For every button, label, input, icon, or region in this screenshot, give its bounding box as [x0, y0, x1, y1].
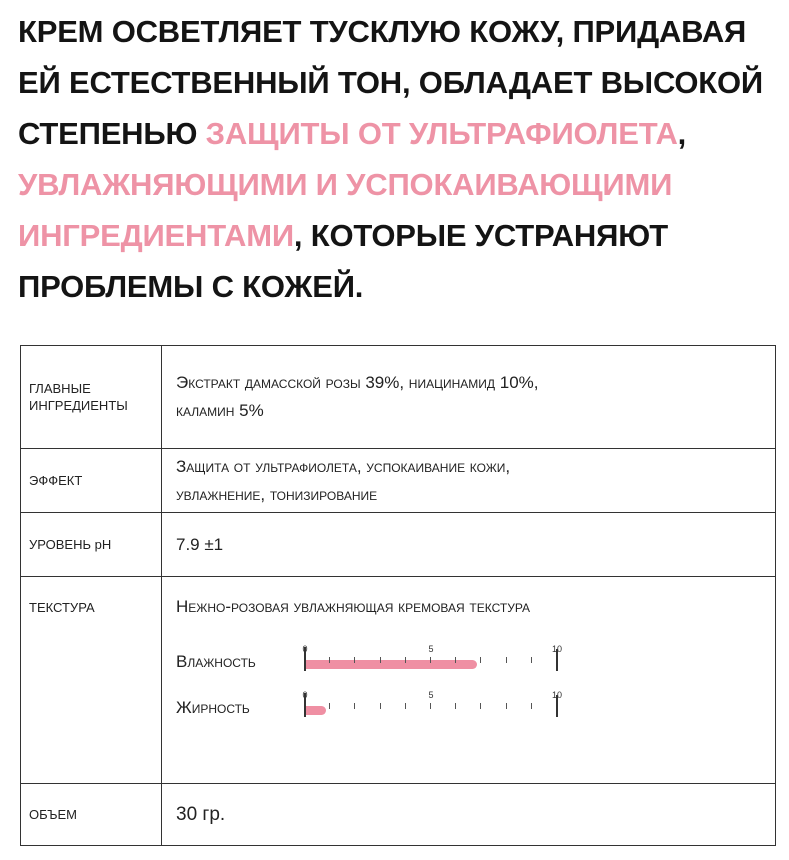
ingredients-label-line1: ГЛАВНЫЕ	[29, 381, 91, 396]
scale-tick-label: 5	[428, 644, 434, 654]
scale-tick-label: 0	[302, 690, 308, 700]
headline-text-2: ,	[677, 116, 687, 151]
spec-table	[20, 345, 776, 846]
scale-tick	[480, 657, 481, 663]
table-row-volume	[21, 784, 776, 846]
table-row-ingredients	[21, 346, 776, 449]
rating-scale	[302, 635, 563, 673]
scale-fill	[305, 706, 326, 715]
scale-tick	[354, 703, 355, 709]
headline-text-3: , КОТОРЫЕ УСТРАНЯЮТ ПРОБЛЕМЫ С КОЖЕЙ.	[18, 218, 668, 304]
scale-tick	[329, 703, 330, 709]
table-row-texture	[21, 577, 776, 784]
volume-label: ОБЪЕМ	[21, 784, 162, 846]
scale-tick	[405, 657, 406, 663]
scale-tick	[455, 703, 456, 709]
scale-tick-label: 10	[551, 644, 563, 654]
scale-tick-label: 10	[551, 690, 563, 700]
headline	[18, 6, 778, 312]
effect-value-line1: Защита от ультрафиолета, успокаивание кожи,	[176, 456, 511, 476]
scale-tick	[405, 703, 406, 709]
headline-highlight-uv: ЗАЩИТЫ ОТ УЛЬТРАФИОЛЕТА	[205, 116, 678, 151]
scale-tick	[380, 657, 381, 663]
texture-value-cell	[162, 577, 776, 784]
texture-scales	[176, 635, 775, 719]
scale-tick	[506, 703, 507, 709]
ingredients-value-line1: Экстракт дамасской розы 39%, ниацинамид 10%,	[176, 373, 539, 392]
scale-tick	[480, 703, 481, 709]
scale-tick-label: 0	[302, 644, 308, 654]
scale-tick	[380, 703, 381, 709]
headline-text-1: КРЕМ ОСВЕТЛЯЕТ ТУСКЛУЮ КОЖУ, ПРИДАВАЯ ЕЙ ЕСТЕСТВЕННЫЙ ТОН, ОБЛАДАЕТ ВЫСОКОЙ СТЕПЕНЬЮ	[18, 14, 763, 151]
scale-tick	[531, 657, 532, 663]
effect-value	[162, 449, 776, 513]
scale-fill	[305, 660, 477, 669]
effect-value-line2: увлажнение, тонизирование	[176, 484, 378, 504]
scale-name: Жирность	[176, 698, 250, 717]
texture-value: Нежно-розовая увлажняющая кремовая текстура	[176, 597, 531, 616]
ingredients-value-line2: каламин 5%	[176, 401, 264, 420]
scale-tick	[531, 703, 532, 709]
scale-name: Влажность	[176, 652, 256, 671]
ingredients-label	[21, 346, 162, 449]
ingredients-label-line2: ИНГРЕДИЕНТЫ	[29, 398, 128, 413]
rating-scale	[302, 681, 563, 719]
ph-value: 7.9 ±1	[162, 513, 776, 577]
scale-tick	[354, 657, 355, 663]
volume-value: 30 гр.	[162, 784, 776, 846]
effect-label: ЭФФЕКТ	[21, 449, 162, 513]
scale-tick	[455, 657, 456, 663]
headline-highlight-ingredients: УВЛАЖНЯЮЩИМИ И УСПОКАИВАЮЩИМИ ИНГРЕДИЕНТАМИ	[18, 167, 673, 253]
ingredients-value	[162, 346, 776, 449]
ph-label: УРОВЕНЬ pH	[21, 513, 162, 577]
scale-tick	[506, 657, 507, 663]
scale-row	[176, 635, 775, 673]
table-row-ph	[21, 513, 776, 577]
scale-row	[176, 681, 775, 719]
scale-tick	[329, 657, 330, 663]
texture-label: ТЕКСТУРА	[21, 577, 162, 784]
scale-tick-label: 5	[428, 690, 434, 700]
table-row-effect	[21, 449, 776, 513]
